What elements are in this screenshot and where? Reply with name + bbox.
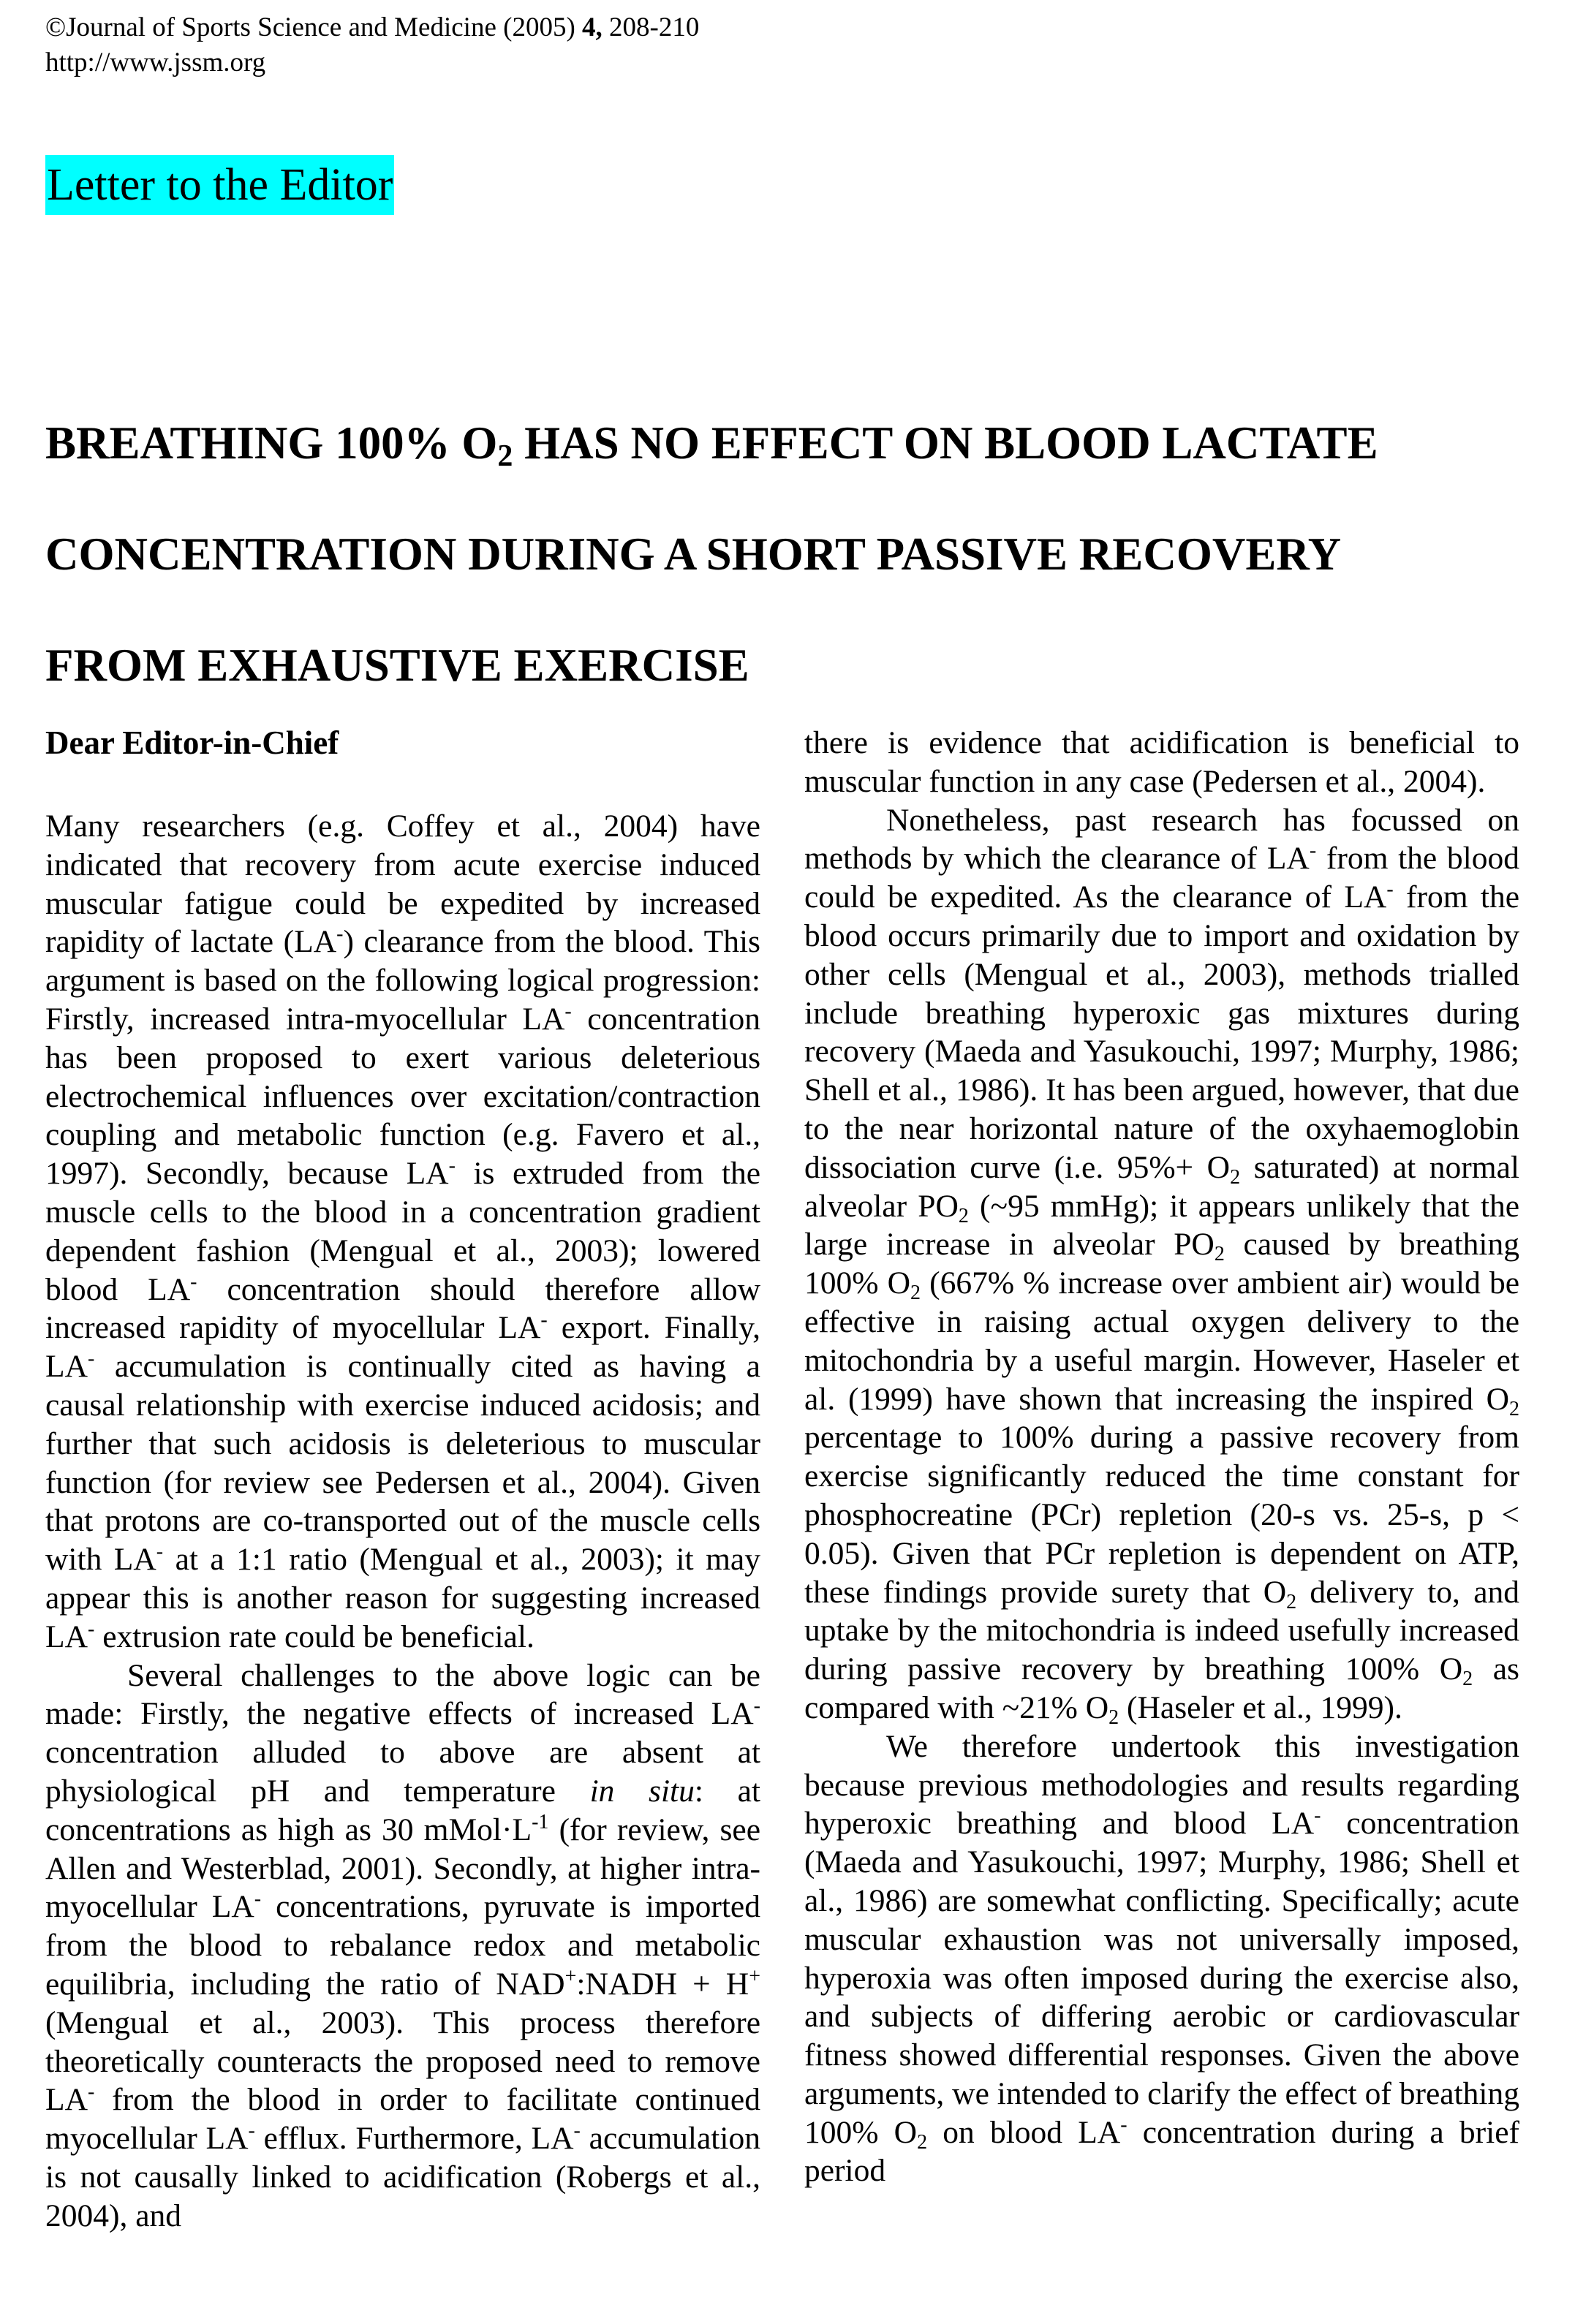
- right-column: [804, 724, 1519, 2190]
- section-label: Letter to the Editor: [45, 155, 394, 215]
- journal-pages: 208-210: [602, 12, 700, 42]
- journal-header: [45, 10, 699, 80]
- title-line-1: BREATHING 100% $O_2$ HAS NO EFFECT ON BLOOD LACTATE: [45, 417, 1378, 473]
- left-column: [45, 724, 760, 2235]
- article-title: [45, 387, 1552, 721]
- title-line-3: FROM EXHAUSTIVE EXERCISE: [45, 640, 749, 691]
- paragraph-4: Nonetheless, past research has focussed on methods by which the clearance of LA- from the blood could be expedited. As the clearance of LA- from the blood occurs primarily due to import and oxidation by other cells (Mengual et al., 2003), methods trialled include breathing hyperoxic gas mixtures during recovery (Maeda and Yasukouchi, 1997; Murphy, 1986; Shell et al., 1986). It has been argued, however, that due to the near horizontal nature of the oxyhaemoglobin dissociation curve (i.e. $95\%+ O_2$ saturated) at normal alveolar $PO_2$ (~95 mmHg); it appears unlikely that the large increase in alveolar $PO_2$ caused by breathing 100% $O_2$ (667% % increase over ambient air) would be effective in raising actual oxygen delivery to the mitochondria by a useful margin. However, Haseler et al. (1999) have shown that increasing the inspired $O_2$ percentage to 100% during a passive recovery from exercise significantly reduced the time constant for phosphocreatine (PCr) repletion (20-s vs. 25-s, p < 0.05). Given that PCr repletion is dependent on ATP, these findings provide surety that $O_2$ delivery to, and uptake by the mitochondria is indeed usefully increased during passive recovery by breathing 100% $O_2$ as compared with ~21% $O_2$ (Haseler et al., 1999).: [804, 802, 1520, 1729]
- journal-url[interactable]: http://www.jssm.org: [45, 48, 266, 77]
- citation-line: [45, 10, 699, 45]
- paragraph-3: there is evidence that acidification is beneficial to muscular function in any case (Pedersen et al., 2004).: [804, 725, 1519, 799]
- title-line-2: CONCENTRATION DURING A SHORT PASSIVE RECOVERY: [45, 529, 1342, 580]
- salutation: Dear Editor-in-Chief: [45, 724, 339, 761]
- paragraph-5: We therefore undertook this investigation because previous methodologies and results regarding hyperoxic breathing and blood LA- concentration (Maeda and Yasukouchi, 1997; Murphy, 1986; Shell et al., 1986) are somewhat conflicting. Specifically; acute muscular exhaustion was not universally imposed, hyperoxia was often imposed during the exercise also, and subjects of differing aerobic or cardiovascular fitness showed differential responses. Given the above arguments, we intended to clarify the effect of breathing 100% $O_2$ on blood LA- concentration during a brief period: [804, 1728, 1519, 2189]
- paragraph-1: Many researchers (e.g. Coffey et al., 2004) have indicated that recovery from acute exercise induced muscular fatigue could be expedited by increased rapidity of lactate (LA-) clearance from the blood. This argument is based on the following logical progression: Firstly, increased intra-myocellular LA- concentration has been proposed to exert various deleterious electrochemical influences over excitation/contraction coupling and metabolic function (e.g. Favero et al., 1997). Secondly, because LA- is extruded from the muscle cells to the blood in a concentration gradient dependent fashion (Mengual et al., 2003); lowered blood LA- concentration should therefore allow increased rapidity of myocellular LA- export. Finally, LA- accumulation is continually cited as having a causal relationship with exercise induced acidosis; and further that such acidosis is deleterious to muscular function (for review see Pedersen et al., 2004). Given that protons are co-transported out of the muscle cells with LA- at a 1:1 ratio (Mengual et al., 2003); it may appear this is another reason for suggesting increased LA- extrusion rate could be beneficial.: [45, 809, 761, 1654]
- journal-volume: 4,: [582, 12, 603, 42]
- journal-citation: ©Journal of Sports Science and Medicine (2005): [45, 12, 583, 42]
- paragraph-2: Several challenges to the above logic can be made: Firstly, the negative effects of increased LA- concentration alluded to above are absent at physiological pH and temperature in situ: at concentrations as high as 30 $mMol\cdot L^{-1}$ (for review, see Allen and Westerblad, 2001). Secondly, at higher intra-myocellular LA- concentrations, pyruvate is imported from the blood to rebalance redox and metabolic equilibria, including the ratio of NAD+:NADH + H+ (Mengual et al., 2003). This process therefore theoretically counteracts the proposed need to remove LA- from the blood in order to facilitate continued myocellular LA- efflux. Furthermore, LA- accumulation is not causally linked to acidification (Robergs et al., 2004), and: [45, 1657, 761, 2233]
